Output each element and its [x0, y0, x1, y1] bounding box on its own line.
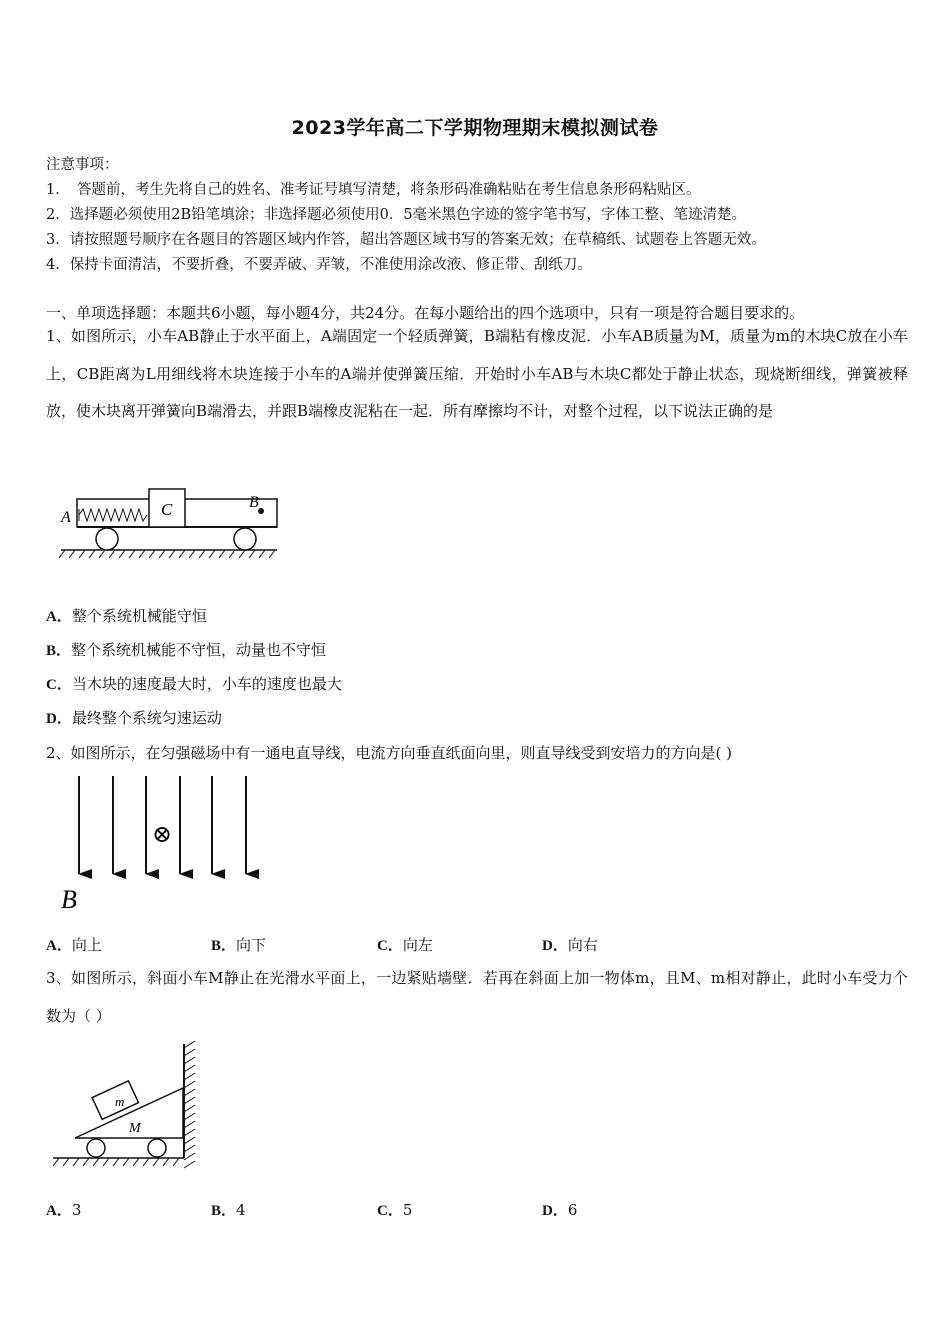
q2-option-b-label: B． — [211, 938, 237, 954]
q1-option-a-text: 整个系统机械能守恒 — [71, 607, 207, 625]
q3-option-d-text: 6 — [567, 1201, 578, 1219]
q2-option-d[interactable] — [542, 934, 598, 955]
q1-option-a-label: A． — [46, 609, 72, 625]
q2-current-symbol: ⊗ — [152, 822, 173, 848]
q3-option-c-text: 5 — [402, 1201, 413, 1219]
notice-heading: 注意事项： — [46, 157, 119, 173]
q1-label-a: A — [61, 509, 71, 526]
section-heading: 一、单项选择题：本题共6小题，每小题4分，共24分。在每小题给出的四个选项中，只有一项是符合题目要求的。 — [46, 304, 805, 322]
notice-item-2: 2．选择题必须使用2B铅笔填涂；非选择题必须使用0．5毫米黑色字迹的签字笔书写，字体工整、笔迹清楚。 — [46, 207, 747, 223]
q3-option-d[interactable] — [542, 1199, 577, 1220]
q2-figure-field — [55, 770, 270, 918]
q1-label-c: C — [161, 500, 173, 519]
q1-option-d-label: D． — [46, 711, 72, 727]
q1-option-d[interactable] — [46, 707, 222, 728]
q3-option-c-label: C． — [377, 1203, 403, 1219]
notice-item-1: 1． 答题前，考生先将自己的姓名、准考证号填写清楚，将条形码准确粘贴在考生信息条形码粘贴区。 — [46, 182, 701, 198]
q1-option-d-text: 最终整个系统匀速运动 — [71, 709, 222, 727]
q1-label-b: B — [249, 494, 259, 511]
q1-figure-cart — [55, 485, 285, 565]
q3-figure-incline — [45, 1040, 205, 1175]
q1-option-b-label: B． — [46, 643, 72, 659]
q3-option-a-text: 3 — [71, 1201, 82, 1219]
q3-option-c[interactable] — [377, 1199, 412, 1220]
q2-field-label: B — [61, 885, 77, 914]
q3-option-b-text: 4 — [236, 1201, 246, 1219]
q3-option-a[interactable] — [46, 1199, 81, 1220]
q2-option-b[interactable] — [211, 934, 266, 955]
q2-option-b-text: 向下 — [236, 936, 267, 954]
q1-option-c[interactable] — [46, 673, 342, 694]
q2-option-c-label: C． — [377, 938, 403, 954]
q2-option-c[interactable] — [377, 934, 433, 955]
q3-option-d-label: D． — [542, 1203, 568, 1219]
q1-option-b[interactable] — [46, 639, 326, 660]
q2-option-a-label: A． — [46, 938, 72, 954]
q1-option-c-text: 当木块的速度最大时，小车的速度也最大 — [71, 675, 342, 693]
q3-option-b-label: B． — [211, 1203, 237, 1219]
q3-stem: 3、如图所示，斜面小车M静止在光滑水平面上，一边紧贴墙壁．若再在斜面上加一物体m，且M、m相对静止，此时小车受力个数为（ ） — [46, 969, 908, 1025]
q1-option-b-text: 整个系统机械能不守恒，动量也不守恒 — [71, 641, 327, 659]
q2-option-c-text: 向左 — [402, 936, 433, 954]
q2-option-a[interactable] — [46, 934, 102, 955]
q1-stem: 1、如图所示，小车AB静止于水平面上，A端固定一个轻质弹簧，B端粘有橡皮泥．小车AB质量为M，质量为m的木块C放在小车上，CB距离为L用细线将木块连接于小车的A端并使弹簧压缩．开始时小车AB与木块C都处于静止状态，现烧断细线，弹簧被释放，使木块离开弹簧向B端滑去，并跟B端橡皮泥粘在一起．所有摩擦均不计，对整个过程，以下说法正确的是 — [46, 327, 908, 420]
page-title: 2023学年高二下学期物理期末模拟测试卷 — [291, 117, 659, 139]
q3-option-a-label: A． — [46, 1203, 72, 1219]
q3-option-b[interactable] — [211, 1199, 246, 1220]
q2-option-d-text: 向右 — [567, 936, 598, 954]
q3-label-big-m: M — [129, 1121, 141, 1136]
q2-option-d-label: D． — [542, 938, 568, 954]
q3-label-m: m — [115, 1094, 125, 1109]
q2-stem: 2、如图所示，在匀强磁场中有一通电直导线，电流方向垂直纸面向里，则直导线受到安培力的方向是( ) — [46, 744, 733, 762]
notice-item-4: 4．保持卡面清洁，不要折叠，不要弄破、弄皱，不准使用涂改液、修正带、刮纸刀。 — [46, 257, 592, 273]
q1-option-c-label: C． — [46, 677, 72, 693]
notice-item-3: 3．请按照题号顺序在各题目的答题区域内作答，超出答题区域书写的答案无效；在草稿纸、试题卷上答题无效。 — [46, 232, 766, 248]
q2-option-a-text: 向上 — [71, 936, 102, 954]
q1-option-a[interactable] — [46, 605, 207, 626]
